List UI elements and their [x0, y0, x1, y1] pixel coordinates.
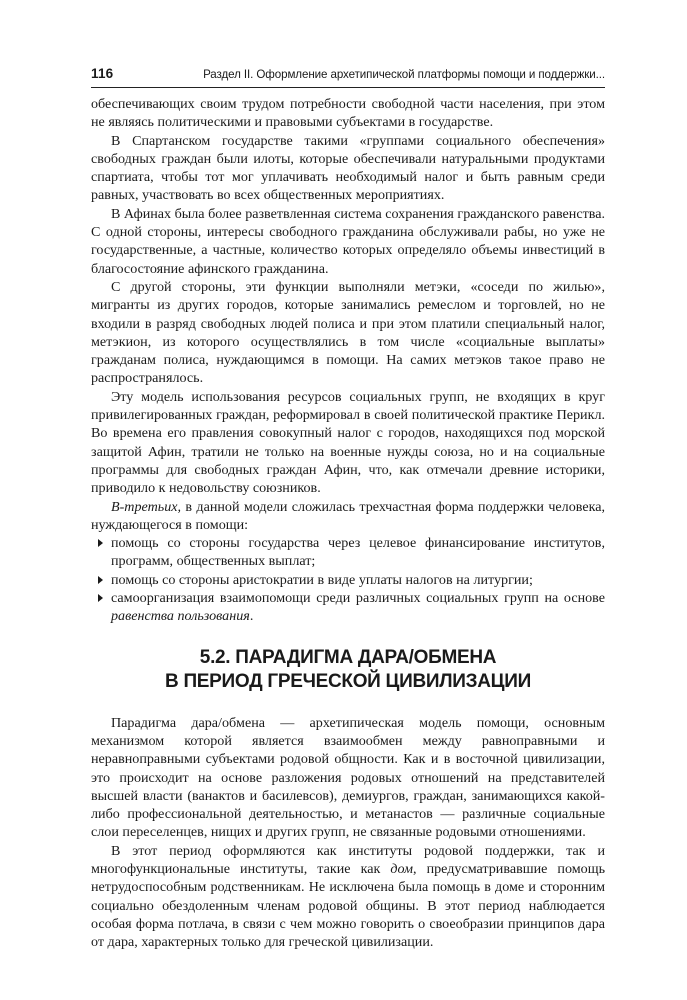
- emphasis-lead: В-третьих,: [111, 498, 182, 515]
- page-body: [91, 95, 605, 951]
- section-title: [91, 646, 605, 694]
- paragraph: Эту модель использования ресурсов социальных групп, не входящих в круг привилегированных граждан, реформировал в своей политической практике Перикл. Во времена его правления совокупный налог с городов, находящихся под морской защитой Афин, тратили не только на военные нужды союза, но и на социальные программы для свободных граждан Афин, что, как отмечали древние историки, приводило к недовольству союзников.: [91, 388, 605, 497]
- paragraph: В Спартанском государстве такими «группами социального обеспечения» свободных граждан были илоты, которые обеспечивали натуральными продуктами спартиата, чтобы тот мог уплачивать необходимый налог и быть равным среди равных, участвовать во всех общественных мероприятиях.: [91, 132, 605, 204]
- punctuation: .: [249, 608, 254, 625]
- paragraph: В Афинах была более разветвленная система сохранения гражданского равенства. С одной стороны, интересы свободного гражданина обслуживали рабы, но уже не государственные, а частные, количество которых определяло объемы инвестиций в благосостояние афинского гражданина.: [91, 205, 605, 277]
- bullet-arrow-icon: [98, 594, 103, 602]
- bullet-arrow-icon: [98, 576, 103, 584]
- list-item-text: самоорганизация взаимопомощи среди различных социальных групп на основе: [111, 590, 605, 607]
- paragraph: С другой стороны, эти функции выполняли метэки, «соседи по жилью», мигранты из других городов, которые занимались ремеслом и торговлей, но не входили в разряд свободных людей полиса и при этом платили специальный налог, метэкион, из которого осуществлялись в том числе «социальные выплаты» гражданам полиса, нуждающимся в помощи. На самих метэков такое право не распространялось.: [91, 278, 605, 387]
- paragraph: обеспечивающих своим трудом потребности свободной части населения, при этом не являясь политическими и правовыми субъектами в государстве.: [91, 96, 605, 131]
- section-title-line: 5.2. ПАРАДИГМА ДАРА/ОБМЕНА: [199, 646, 497, 668]
- paragraph-text: В этот период оформляются как институты родовой поддержки, так и многофункциональные институты, такие как: [91, 842, 605, 877]
- emphasis: дом: [390, 860, 414, 877]
- running-head: Раздел II. Оформление архетипической платформы помощи и поддержки...: [203, 68, 605, 81]
- section-title-line: В ПЕРИОД ГРЕЧЕСКОЙ ЦИВИЛИЗАЦИИ: [165, 670, 531, 692]
- emphasis: равенства пользования: [111, 608, 250, 625]
- paragraph-text: в данной модели сложилась трехчастная форма поддержки человека, нуждающегося в помощи:: [91, 498, 605, 533]
- paragraph-text: , предусматривавшие помощь нетрудоспособным родственникам. Не исключена была помощь в доме и сторонним социально обездоленным членам родовой общины. В этот период наблюдается особая форма потлача, в связи с чем можно говорить о своеобразии принципов дара от дара, характерных только для греческой цивилизации.: [91, 860, 605, 951]
- list-item: [91, 589, 605, 626]
- bullet-arrow-icon: [98, 539, 103, 547]
- paragraph: [91, 842, 605, 952]
- page-number: 116: [91, 66, 114, 81]
- paragraph: Парадигма дара/обмена — архетипическая модель помощи, основным механизмом которой является взаимообмен между равноправными и неравноправными субъектами родовой общности. Как и в восточной цивилизации, это происходит на основе разложения родовых отношений на представителей высшей власти (ванактов и басилевсов), демиургов, граждан, занимающихся какой-либо профессиональной деятельностью, и метанастов — различные социальные слои переселенцев, нищих и других групп, не связанные родовыми отношениями.: [91, 714, 605, 841]
- list-item-text: помощь со стороны аристократии в виде уплаты налогов на литургии;: [111, 571, 533, 588]
- list-item: [91, 534, 605, 571]
- page-header: [91, 66, 605, 81]
- header-rule: [91, 87, 605, 88]
- list-item-text: помощь со стороны государства через целевое финансирование институтов, программ, общественных выплат;: [111, 535, 605, 570]
- bullet-list: [91, 534, 605, 625]
- paragraph: [91, 498, 605, 535]
- list-item: [91, 571, 605, 589]
